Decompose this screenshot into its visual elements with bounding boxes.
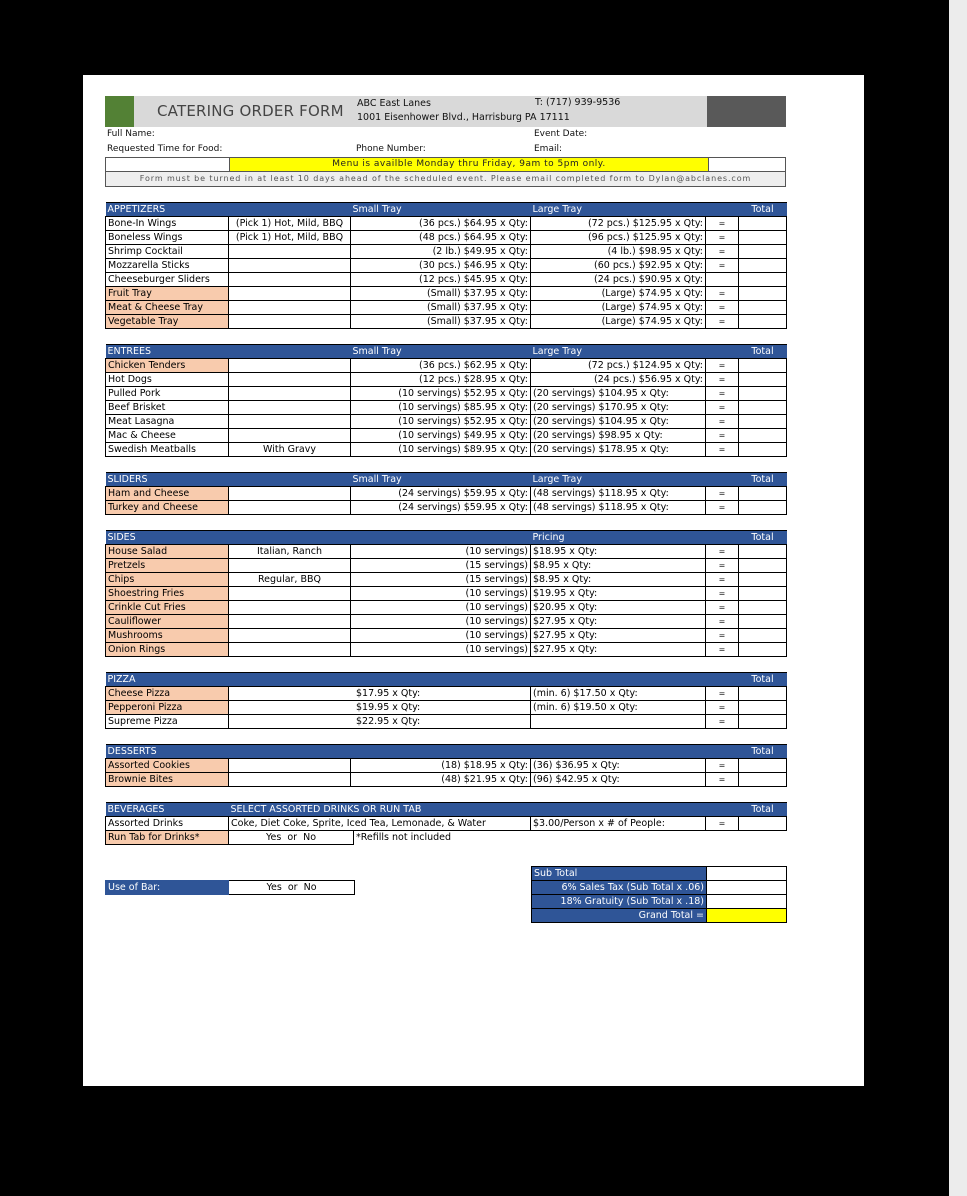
item-name: Shrimp Cocktail	[106, 245, 229, 259]
servings: (10 servings)	[351, 629, 531, 643]
table-row	[106, 881, 355, 895]
table-row	[106, 443, 787, 457]
drinks-price[interactable]: $3.00/Person x # of People:	[531, 817, 706, 831]
table-row	[106, 701, 787, 715]
entrees-header	[106, 345, 787, 359]
form-page	[83, 75, 864, 1086]
item-name: Pretzels	[106, 559, 229, 573]
sides-table	[105, 530, 787, 657]
total-cell[interactable]	[739, 217, 787, 231]
phone-number-field[interactable]: Phone Number:	[356, 144, 426, 154]
equals: =	[706, 373, 739, 387]
total-cell[interactable]	[739, 817, 787, 831]
run-tab-choice[interactable]: Yes or No	[229, 831, 354, 845]
equals: =	[706, 759, 739, 773]
large-price[interactable]: (36) $36.95 x Qty:	[531, 759, 706, 773]
equals	[706, 273, 739, 287]
item-name: House Salad	[106, 545, 229, 559]
total-cell[interactable]	[739, 387, 787, 401]
header-grey-block	[707, 96, 786, 127]
item-options	[229, 301, 351, 315]
total-cell[interactable]	[739, 245, 787, 259]
table-row	[106, 545, 787, 559]
venue-name: ABC East Lanes	[357, 98, 431, 109]
table-row	[106, 831, 787, 845]
total-header: Total	[739, 203, 787, 217]
small-price[interactable]: (36 pcs.) $62.95 x Qty:	[351, 359, 531, 373]
info-row-2	[105, 142, 786, 157]
table-row	[532, 895, 787, 909]
servings: (10 servings)	[351, 615, 531, 629]
item-name: Cauliflower	[106, 615, 229, 629]
item-name: Hot Dogs	[106, 373, 229, 387]
small-price[interactable]: (2 lb.) $49.95 x Qty:	[351, 245, 531, 259]
large-price[interactable]: (20 servings) $104.95 x Qty:	[531, 387, 706, 401]
price[interactable]: $8.95 x Qty:	[531, 559, 706, 573]
availability-row	[105, 157, 786, 172]
street-address: 1001 Eisenhower Blvd., Harrisburg PA 17111	[357, 112, 570, 123]
subtotal-value[interactable]	[707, 867, 787, 881]
large-price[interactable]: (48 servings) $118.95 x Qty:	[531, 501, 706, 515]
table-row	[106, 501, 787, 515]
equals: =	[706, 443, 739, 457]
submission-note: Form must be turned in at least 10 days ahead of the scheduled event. Please email completed form to Dylan@abclanes.com	[105, 172, 786, 187]
bar-label: Use of Bar:	[106, 881, 229, 895]
item-options	[229, 287, 351, 301]
beverages-subheading: SELECT ASSORTED DRINKS OR RUN TAB	[229, 803, 531, 817]
item-options	[229, 601, 351, 615]
item-options	[229, 401, 351, 415]
total-cell[interactable]	[739, 687, 787, 701]
equals: =	[706, 773, 739, 787]
section-title: DESSERTS	[106, 745, 229, 759]
total-cell[interactable]	[739, 273, 787, 287]
total-cell[interactable]	[739, 415, 787, 429]
bulk-price[interactable]	[531, 715, 706, 729]
equals: =	[706, 259, 739, 273]
large-tray-header: Large Tray	[531, 203, 706, 217]
window-edge	[949, 0, 967, 1196]
catering-form	[105, 96, 786, 926]
price[interactable]: $17.95 x Qty:	[229, 687, 531, 701]
item-options	[229, 415, 351, 429]
equals: =	[706, 501, 739, 515]
small-price[interactable]: (10 servings) $49.95 x Qty:	[351, 429, 531, 443]
item-options	[229, 615, 351, 629]
grand-total-value[interactable]	[707, 909, 787, 923]
event-date-field[interactable]: Event Date:	[534, 129, 588, 139]
equals: =	[706, 487, 739, 501]
total-cell[interactable]	[739, 359, 787, 373]
total-cell[interactable]	[739, 759, 787, 773]
item-name: Crinkle Cut Fries	[106, 601, 229, 615]
beverages-header	[106, 803, 787, 817]
total-cell[interactable]	[739, 615, 787, 629]
total-cell[interactable]	[739, 573, 787, 587]
small-tray-header: Small Tray	[351, 473, 531, 487]
total-cell[interactable]	[739, 443, 787, 457]
total-cell[interactable]	[739, 545, 787, 559]
small-price[interactable]: (24 servings) $59.95 x Qty:	[351, 487, 531, 501]
large-price[interactable]: (48 servings) $118.95 x Qty:	[531, 487, 706, 501]
large-price[interactable]: (20 servings) $98.95 x Qty:	[531, 429, 706, 443]
table-row	[106, 259, 787, 273]
table-row	[106, 301, 787, 315]
servings: (10 servings)	[351, 601, 531, 615]
large-price[interactable]: (96) $42.95 x Qty:	[531, 773, 706, 787]
equals: =	[706, 415, 739, 429]
table-row	[106, 217, 787, 231]
equals: =	[706, 701, 739, 715]
large-price[interactable]: (20 servings) $104.95 x Qty:	[531, 415, 706, 429]
small-price[interactable]: (30 pcs.) $46.95 x Qty:	[351, 259, 531, 273]
table-row	[106, 415, 787, 429]
full-name-field[interactable]: Full Name:	[107, 129, 155, 139]
item-name: Beef Brisket	[106, 401, 229, 415]
item-name: Cheeseburger Sliders	[106, 273, 229, 287]
equals: =	[706, 217, 739, 231]
item-name: Vegetable Tray	[106, 315, 229, 329]
equals: =	[706, 643, 739, 657]
large-price[interactable]: (24 pcs.) $56.95 x Qty:	[531, 373, 706, 387]
item-name: Boneless Wings	[106, 231, 229, 245]
total-cell[interactable]	[739, 559, 787, 573]
equals: =	[706, 429, 739, 443]
equals: =	[706, 615, 739, 629]
small-price[interactable]: (24 servings) $59.95 x Qty:	[351, 501, 531, 515]
servings: (10 servings)	[351, 643, 531, 657]
total-cell[interactable]	[739, 587, 787, 601]
table-row	[106, 601, 787, 615]
total-header: Total	[739, 745, 787, 759]
table-row	[106, 615, 787, 629]
section-title: ENTREES	[106, 345, 229, 359]
price[interactable]: $22.95 x Qty:	[229, 715, 531, 729]
equals: =	[706, 573, 739, 587]
item-name: Pepperoni Pizza	[106, 701, 229, 715]
item-name: Run Tab for Drinks*	[106, 831, 229, 845]
item-name: Mac & Cheese	[106, 429, 229, 443]
total-cell[interactable]	[739, 373, 787, 387]
price[interactable]: $19.95 x Qty:	[531, 587, 706, 601]
item-name: Fruit Tray	[106, 287, 229, 301]
price[interactable]: $18.95 x Qty:	[531, 545, 706, 559]
form-header	[105, 96, 786, 127]
total-cell[interactable]	[739, 487, 787, 501]
price[interactable]: $19.95 x Qty:	[229, 701, 531, 715]
email-field[interactable]: Email:	[534, 144, 563, 154]
item-name: Shoestring Fries	[106, 587, 229, 601]
item-name: Chips	[106, 573, 229, 587]
total-header: Total	[739, 345, 787, 359]
small-price[interactable]: (48) $21.95 x Qty:	[351, 773, 531, 787]
total-header: Total	[739, 803, 787, 817]
large-price[interactable]: (20 servings) $170.95 x Qty:	[531, 401, 706, 415]
price[interactable]: $20.95 x Qty:	[531, 601, 706, 615]
equals: =	[706, 231, 739, 245]
equals: =	[706, 601, 739, 615]
servings: (10 servings)	[351, 587, 531, 601]
total-header: Total	[739, 673, 787, 687]
beverages-table	[105, 802, 787, 845]
table-row	[106, 273, 787, 287]
sides-header	[106, 531, 787, 545]
pricing-header: Pricing	[531, 531, 706, 545]
item-options	[229, 587, 351, 601]
item-name: Pulled Pork	[106, 387, 229, 401]
item-name: Turkey and Cheese	[106, 501, 229, 515]
table-row	[106, 373, 787, 387]
item-options	[229, 359, 351, 373]
equals: =	[706, 545, 739, 559]
large-price[interactable]: (4 lb.) $98.95 x Qty:	[531, 245, 706, 259]
equals: =	[706, 387, 739, 401]
small-tray-header: Small Tray	[351, 345, 531, 359]
item-options	[229, 245, 351, 259]
small-price[interactable]: (Small) $37.95 x Qty:	[351, 301, 531, 315]
equals: =	[706, 687, 739, 701]
item-options	[229, 273, 351, 287]
equals: =	[706, 287, 739, 301]
large-price[interactable]: (96 pcs.) $125.95 x Qty:	[531, 231, 706, 245]
table-row	[106, 387, 787, 401]
section-title: SIDES	[106, 531, 229, 545]
large-price[interactable]: (72 pcs.) $124.95 x Qty:	[531, 359, 706, 373]
table-row	[106, 629, 787, 643]
item-name: Mozzarella Sticks	[106, 259, 229, 273]
large-price[interactable]: (Large) $74.95 x Qty:	[531, 287, 706, 301]
total-cell[interactable]	[739, 315, 787, 329]
total-cell[interactable]	[739, 429, 787, 443]
item-options	[229, 315, 351, 329]
item-name: Chicken Tenders	[106, 359, 229, 373]
large-tray-header: Large Tray	[531, 345, 706, 359]
table-row	[106, 687, 787, 701]
total-cell[interactable]	[739, 629, 787, 643]
item-name: Assorted Cookies	[106, 759, 229, 773]
large-price[interactable]: (Large) $74.95 x Qty:	[531, 315, 706, 329]
small-price[interactable]: (Small) $37.95 x Qty:	[351, 287, 531, 301]
small-price[interactable]: (10 servings) $52.95 x Qty:	[351, 387, 531, 401]
item-name: Meat Lasagna	[106, 415, 229, 429]
item-options	[229, 629, 351, 643]
item-options	[229, 259, 351, 273]
equals: =	[706, 301, 739, 315]
large-price[interactable]: (Large) $74.95 x Qty:	[531, 301, 706, 315]
info-row-1	[105, 127, 786, 142]
table-row	[106, 245, 787, 259]
total-cell[interactable]	[739, 501, 787, 515]
large-tray-header: Large Tray	[531, 473, 706, 487]
availability-notice: Menu is availble Monday thru Friday, 9am to 5pm only.	[229, 158, 709, 171]
item-options: (Pick 1) Hot, Mild, BBQ	[229, 217, 351, 231]
equals: =	[706, 315, 739, 329]
total-cell[interactable]	[739, 287, 787, 301]
table-row	[106, 643, 787, 657]
equals: =	[706, 629, 739, 643]
table-row	[532, 867, 787, 881]
item-name: Swedish Meatballs	[106, 443, 229, 457]
item-name: Cheese Pizza	[106, 687, 229, 701]
grand-total-label: Grand Total =	[532, 909, 707, 923]
item-name: Onion Rings	[106, 643, 229, 657]
table-row	[106, 401, 787, 415]
large-price[interactable]: (72 pcs.) $125.95 x Qty:	[531, 217, 706, 231]
item-options: (Pick 1) Hot, Mild, BBQ	[229, 231, 351, 245]
price[interactable]: $27.95 x Qty:	[531, 615, 706, 629]
price[interactable]: $8.95 x Qty:	[531, 573, 706, 587]
total-cell[interactable]	[739, 301, 787, 315]
entrees-table	[105, 344, 787, 457]
venue-phone: T: (717) 939-9536	[535, 97, 621, 108]
small-tray-header: Small Tray	[351, 203, 531, 217]
equals: =	[706, 715, 739, 729]
small-price[interactable]: (36 pcs.) $64.95 x Qty:	[351, 217, 531, 231]
item-options	[229, 559, 351, 573]
price[interactable]: $27.95 x Qty:	[531, 643, 706, 657]
pizza-header	[106, 673, 787, 687]
servings: (10 servings)	[351, 545, 531, 559]
small-price[interactable]: (10 servings) $89.95 x Qty:	[351, 443, 531, 457]
equals: =	[706, 587, 739, 601]
item-options: Italian, Ranch	[229, 545, 351, 559]
bar-table	[105, 880, 355, 895]
table-row	[106, 715, 787, 729]
sliders-header	[106, 473, 787, 487]
small-price[interactable]: (Small) $37.95 x Qty:	[351, 315, 531, 329]
subtotal-label: Sub Total	[532, 867, 707, 881]
item-name: Mushrooms	[106, 629, 229, 643]
item-name: Supreme Pizza	[106, 715, 229, 729]
sliders-table	[105, 472, 787, 515]
price[interactable]: $27.95 x Qty:	[531, 629, 706, 643]
item-options	[229, 373, 351, 387]
tax-label: 6% Sales Tax (Sub Total x .06)	[532, 881, 707, 895]
section-title: SLIDERS	[106, 473, 229, 487]
total-cell[interactable]	[739, 773, 787, 787]
total-header: Total	[739, 473, 787, 487]
servings: (15 servings)	[351, 573, 531, 587]
drinks-list: Coke, Diet Coke, Sprite, Iced Tea, Lemonade, & Water	[229, 817, 531, 831]
total-cell[interactable]	[739, 231, 787, 245]
totals-table	[531, 866, 787, 923]
table-row	[106, 587, 787, 601]
section-title: PIZZA	[106, 673, 229, 687]
table-row	[106, 315, 787, 329]
form-title: CATERING ORDER FORM	[157, 102, 344, 120]
requested-time-field[interactable]: Requested Time for Food:	[107, 144, 223, 154]
table-row	[106, 773, 787, 787]
small-price[interactable]: (12 pcs.) $45.95 x Qty:	[351, 273, 531, 287]
equals: =	[706, 245, 739, 259]
section-title: APPETIZERS	[106, 203, 229, 217]
large-price[interactable]: (24 pcs.) $90.95 x Qty:	[531, 273, 706, 287]
logo-block	[105, 96, 134, 127]
table-row	[532, 909, 787, 923]
desserts-table	[105, 744, 787, 787]
small-price[interactable]: (48 pcs.) $64.95 x Qty:	[351, 231, 531, 245]
item-name: Bone-In Wings	[106, 217, 229, 231]
item-name: Assorted Drinks	[106, 817, 229, 831]
small-price[interactable]: (10 servings) $52.95 x Qty:	[351, 415, 531, 429]
table-row	[106, 573, 787, 587]
total-cell[interactable]	[739, 715, 787, 729]
table-row	[106, 231, 787, 245]
appetizers-table	[105, 202, 787, 329]
equals: =	[706, 359, 739, 373]
item-options	[229, 429, 351, 443]
table-row	[106, 759, 787, 773]
table-row	[106, 817, 787, 831]
equals: =	[706, 559, 739, 573]
desserts-header	[106, 745, 787, 759]
summary-area	[105, 866, 786, 926]
total-cell[interactable]	[739, 701, 787, 715]
appetizers-header	[106, 203, 787, 217]
table-row	[106, 487, 787, 501]
pizza-table	[105, 672, 787, 729]
table-row	[106, 359, 787, 373]
total-cell[interactable]	[739, 601, 787, 615]
total-header: Total	[739, 531, 787, 545]
gratuity-value[interactable]	[707, 895, 787, 909]
total-cell[interactable]	[739, 401, 787, 415]
small-price[interactable]: (18) $18.95 x Qty:	[351, 759, 531, 773]
bar-choice[interactable]: Yes or No	[229, 881, 355, 895]
item-name: Brownie Bites	[106, 773, 229, 787]
item-options	[229, 387, 351, 401]
small-price[interactable]: (10 servings) $85.95 x Qty:	[351, 401, 531, 415]
small-price[interactable]: (12 pcs.) $28.95 x Qty:	[351, 373, 531, 387]
table-row	[106, 559, 787, 573]
equals: =	[706, 401, 739, 415]
total-cell[interactable]	[739, 259, 787, 273]
bulk-price[interactable]: (min. 6) $17.50 x Qty:	[531, 687, 706, 701]
total-cell[interactable]	[739, 643, 787, 657]
section-title: BEVERAGES	[106, 803, 229, 817]
table-row	[106, 429, 787, 443]
tax-value[interactable]	[707, 881, 787, 895]
large-price[interactable]: (60 pcs.) $92.95 x Qty:	[531, 259, 706, 273]
item-options: With Gravy	[229, 443, 351, 457]
item-name: Ham and Cheese	[106, 487, 229, 501]
table-row	[532, 881, 787, 895]
item-options: Regular, BBQ	[229, 573, 351, 587]
gratuity-label: 18% Gratuity (Sub Total x .18)	[532, 895, 707, 909]
bulk-price[interactable]: (min. 6) $19.50 x Qty:	[531, 701, 706, 715]
equals: =	[706, 817, 739, 831]
large-price[interactable]: (20 servings) $178.95 x Qty:	[531, 443, 706, 457]
item-name: Meat & Cheese Tray	[106, 301, 229, 315]
refills-note: *Refills not included	[354, 831, 531, 845]
table-row	[106, 287, 787, 301]
servings: (15 servings)	[351, 559, 531, 573]
item-options	[229, 643, 351, 657]
